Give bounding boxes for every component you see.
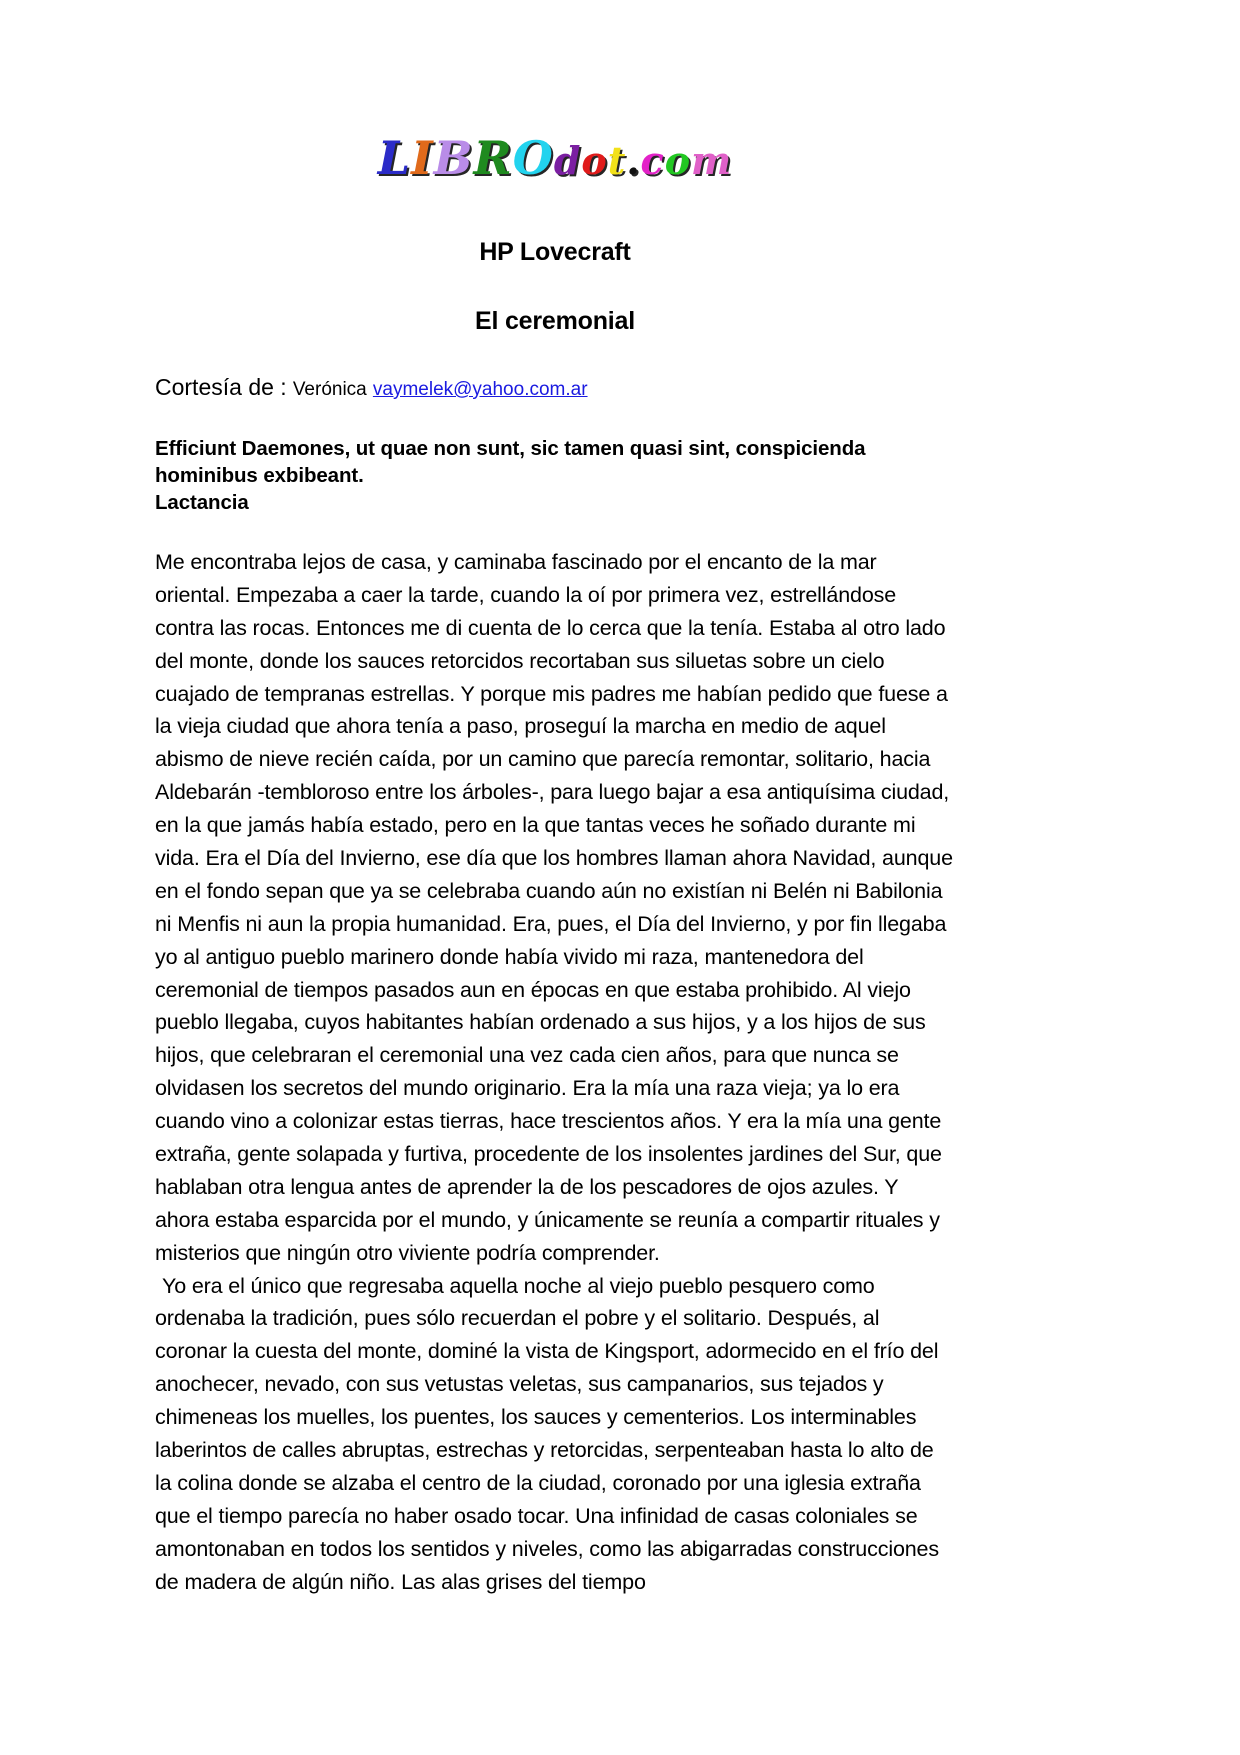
- logo-letter: .: [626, 138, 641, 183]
- contributor-email-link[interactable]: vaymelek@yahoo.com.ar: [372, 379, 588, 400]
- logo-letter: I: [411, 131, 434, 185]
- page-title-author: HP Lovecraft: [479, 238, 631, 266]
- logo-letter: o: [664, 138, 692, 183]
- epigraph-quote: Efficiunt Daemones, ut quae non sunt, sic tamen quasi sint, conspicienda hominibus exbibeant.: [155, 436, 866, 487]
- logo-letter: O: [512, 131, 554, 185]
- logo-letter: o: [581, 138, 608, 183]
- paragraph: Yo era el único que regresaba aquella noche al viejo pueblo pesquero como ordenaba la tradición, pues sólo recuerdan el pobre y el solitario. Después, al coronar la cuesta del monte, dominé la vista de Kingsport, adormecido en el frío del anochecer, nevado, con sus vetustas veletas, sus campanarios, sus tejados y chimeneas los muelles, los puentes, los sauces y cementerios. Los interminables laberintos de calles abruptas, estrechas y retorcidas, serpenteaban hasta lo alto de la colina donde se alzaba el centro de la ciudad, coronado por una iglesia extraña que el tiempo parecía no haber osado tocar. Una infinidad de casas coloniales se amontonaban en todos los sentidos y niveles, como las abigarradas construcciones de madera de algún niño. Las alas grises del tiempo: [155, 1273, 939, 1594]
- story-body: [155, 546, 955, 1599]
- paragraph: Me encontraba lejos de casa, y caminaba fascinado por el encanto de la mar oriental. Empezaba a caer la tarde, cuando la oí por primera vez, estrellándose contra las rocas. Entonces me di cuenta de lo cerca que la tenía. Estaba al otro lado del monte, donde los sauces retorcidos recortaban sus siluetas sobre un cielo cuajado de tempranas estrellas. Y porque mis padres me habían pedido que fuese a la vieja ciudad que ahora tenía a paso, proseguí la marcha en medio de aquel abismo de nieve recién caída, por un camino que parecía remontar, solitario, hacia Aldebarán -tembloroso entre los árboles-, para luego bajar a esa antiquísima ciudad, en la que jamás había estado, pero en la que tantas veces he soñado durante mi vida. Era el Día del Invierno, ese día que los hombres llaman ahora Navidad, aunque en el fondo sepan que ya se celebraba cuando aún no existían ni Belén ni Babilonia ni Menfis ni aun la propia humanidad. Era, pues, el Día del Invierno, y por fin llegaba yo al antiguo pueblo marinero donde había vivido mi raza, mantenedora del ceremonial de tiempos pasados aun en épocas en que estaba prohibido. Al viejo pueblo llegaba, cuyos habitantes habían ordenado a sus hijos, y a los hijos de sus hijos, que celebraran el ceremonial una vez cada cien años, para que nunca se olvidasen los secretos del mundo originario. Era la mía una raza vieja; ya lo era cuando vino a colonizar estas tierras, hace trescientos años. Y era la mía una gente extraña, gente solapada y furtiva, procedente de los insolentes jardines del Sur, que hablaban otra lengua antes de aprender la de los pescadores de ojos azules. Y ahora estaba esparcida por el mundo, y únicamente se reunía a compartir rituales y misterios que ningún otro viviente podría comprender.: [155, 549, 953, 1265]
- page-title-story: El ceremonial: [475, 307, 635, 335]
- site-logo: [155, 131, 955, 201]
- logo-letter: t: [607, 138, 627, 183]
- logo-letter: B: [433, 131, 474, 185]
- courtesy-contributor: Verónica: [292, 379, 367, 400]
- logo-letter: d: [553, 138, 582, 183]
- librodot-logo: [377, 131, 733, 185]
- epigraph-block: [155, 435, 955, 516]
- page-content: [155, 0, 955, 1598]
- logo-letter: c: [640, 138, 665, 183]
- courtesy-label: Cortesía de :: [155, 374, 287, 400]
- logo-letter: L: [377, 131, 412, 185]
- logo-letter: m: [691, 138, 733, 183]
- logo-letter: R: [473, 131, 513, 185]
- courtesy-line: [155, 374, 955, 402]
- epigraph-attribution: Lactancia: [155, 490, 249, 514]
